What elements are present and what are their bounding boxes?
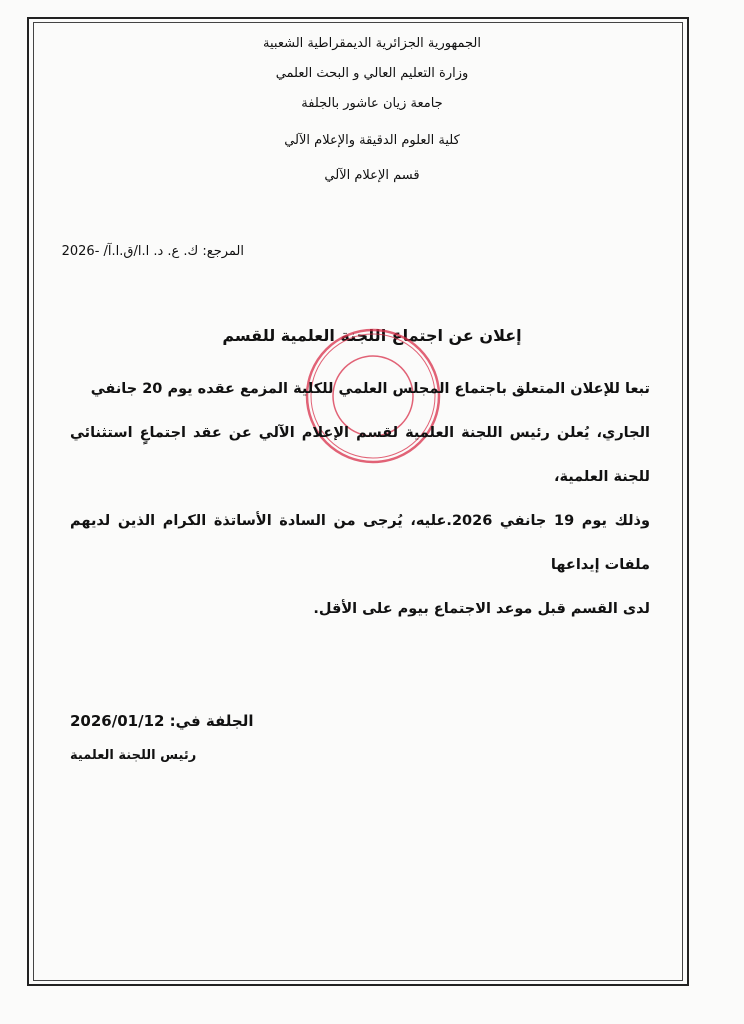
body-line: تبعا للإعلان المتعلق باجتماع المجلس العلمي للكلية المزمع عقده يوم 20 جانفي — [90, 381, 650, 397]
header-university: جامعة زيان عاشور بالجلفة — [301, 96, 443, 111]
announcement-content — [70, 367, 650, 765]
header-department: قسم الإعلام الآلي — [324, 168, 420, 183]
document-title: إعلان عن اجتماع اللجنة العلمية للقسم — [222, 326, 522, 345]
body-line: الجاري، يُعلن رئيس اللجنة العلمية لقسم الإعلام الآلي عن عقد اجتماعٍ استثنائي للجنة العلمية، — [70, 425, 650, 485]
header-country: الجمهورية الجزائرية الديمقراطية الشعبية — [263, 36, 481, 51]
header-faculty: كلية العلوم الدقيقة والإعلام الآلي — [284, 133, 460, 148]
signatory-title: رئيس اللجنة العلمية — [70, 748, 197, 763]
body-line: لدى القسم قبل موعد الاجتماع بيوم على الأقل. — [313, 601, 650, 617]
announcement-body — [70, 367, 650, 631]
reference-number: المرجع: ك. ع. د. ا.ا/ق.ا.آ/ -2026 — [61, 244, 244, 259]
body-line: وذلك يوم 19 جانفي 2026.عليه، يُرجى من السادة الأساتذة الكرام الذين لديهم ملفات إيداعها — [70, 513, 650, 573]
place-and-date: الجلفة في: 2026/01/12 — [70, 712, 254, 730]
header-ministry: وزارة التعليم العالي و البحث العلمي — [275, 66, 469, 81]
